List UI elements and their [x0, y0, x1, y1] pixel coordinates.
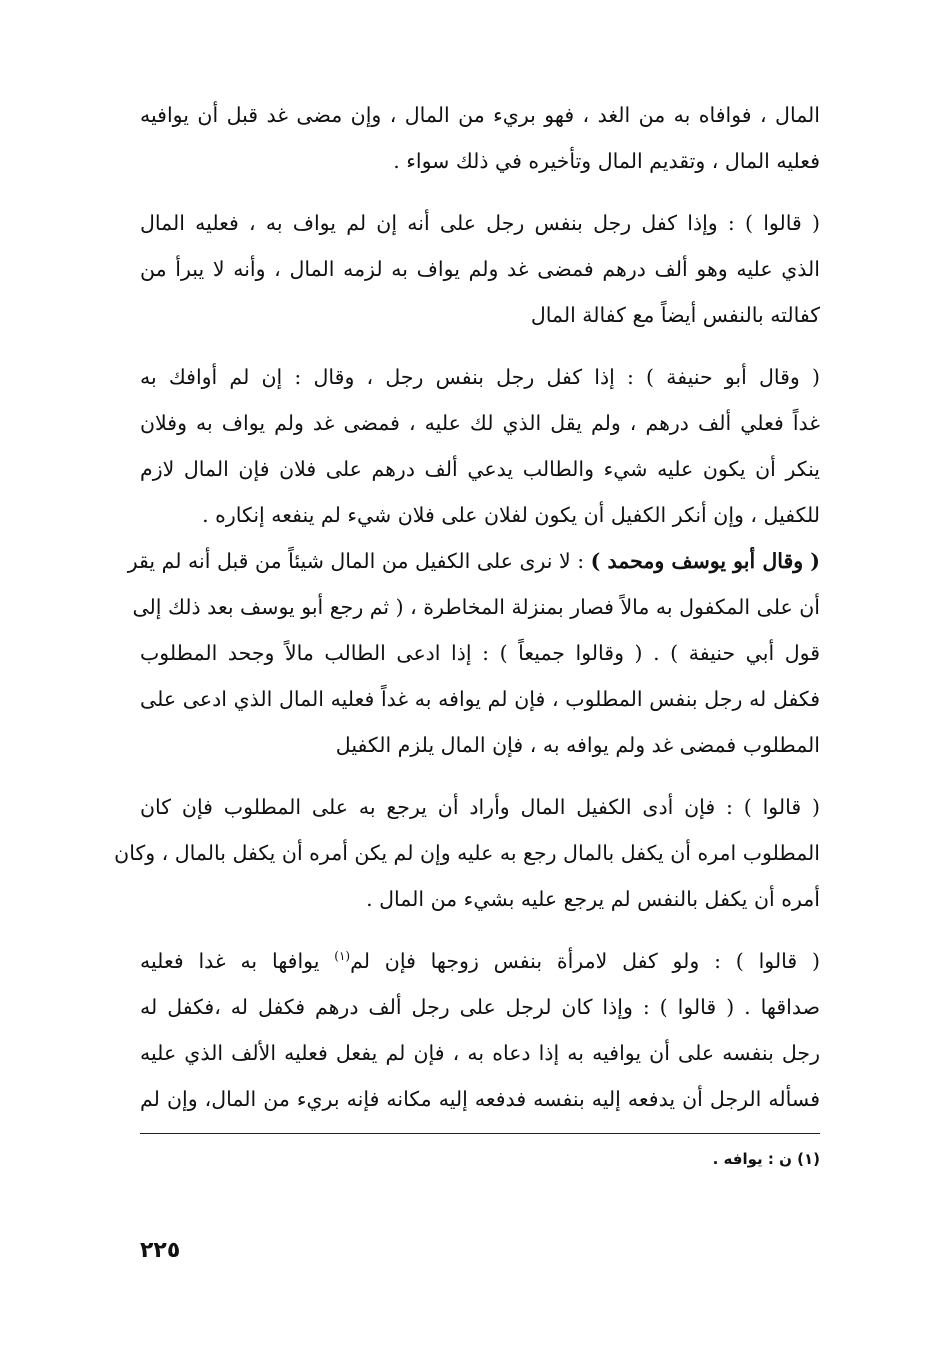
footnote-divider: [140, 1133, 820, 1134]
text-line: [140, 938, 820, 984]
page-number: ٢٢٥: [140, 1238, 181, 1263]
text-line: أمره أن يكفل بالنفس لم يرجع عليه بشيء من المال .: [366, 887, 820, 911]
text-fragment: : لا نرى على الكفيل من المال شيئاً من قبل أنه لم يقر: [127, 549, 591, 573]
text-line: غداً فعلي ألف درهم ، ولم يقل الذي لك عليه ، فمضى غد ولم يواف به وفلان: [140, 411, 820, 435]
paragraph-5: [140, 938, 820, 1122]
paragraph-4: [114, 784, 820, 922]
text-line: [127, 538, 820, 584]
paragraph-2: [140, 200, 820, 338]
text-line: قول أبي حنيفة ) . ( وقالوا جميعاً ) : إذا ادعى الطالب مالاً وجحد المطلوب: [140, 641, 820, 665]
text-line: كفالته بالنفس أيضاً مع كفالة المال: [530, 303, 820, 327]
paragraph-1: [140, 92, 820, 184]
text-line: ينكر أن يكون عليه شيء والطالب يدعي ألف درهم على فلان فإن المال لازم: [140, 457, 820, 481]
text-line: صداقها . ( قالوا ) : وإذا كان لرجل على رجل ألف درهم فكفل له ،فكفل له: [140, 995, 820, 1019]
text-line: فكفل له رجل بنفس المطلوب ، فإن لم يوافه به غداً فعليه المال الذي ادعى على: [140, 687, 820, 711]
text-line: ( قالوا ) : وإذا كفل رجل بنفس رجل على أنه إن لم يواف به ، فعليه المال: [140, 211, 820, 235]
footnote-marker: (١): [334, 949, 351, 964]
text-line: المال ، فوافاه به من الغد ، فهو بريء من المال ، وإن مضى غد قبل أن يوافيه: [140, 103, 820, 127]
paragraph-3: [127, 354, 820, 768]
text-line: للكفيل ، وإن أنكر الكفيل أن يكون لفلان على فلان شيء لم ينفعه إنكاره .: [202, 503, 820, 527]
text-line: ( قالوا ) : فإن أدى الكفيل المال وأراد أن يرجع به على المطلوب فإن كان: [140, 795, 820, 819]
text-line: أن على المكفول به مالاً فصار بمنزلة المخاطرة ، ( ثم رجع أبو يوسف بعد ذلك إلى: [132, 595, 820, 619]
text-line: ( وقال أبو حنيفة ) : إذا كفل رجل بنفس رجل ، وقال : إن لم أوافك به: [140, 365, 820, 389]
page-body: [114, 92, 820, 1122]
text-line: فسأله الرجل أن يدفعه إليه بنفسه فدفعه إليه مكانه فإنه بريء من المال، وإن لم: [140, 1087, 820, 1111]
text-line: الذي عليه وهو ألف درهم فمضى غد ولم يواف به لزمه المال ، وأنه لا يبرأ من: [140, 257, 820, 281]
text-line: فعليه المال ، وتقديم المال وتأخيره في ذلك سواء .: [393, 149, 820, 173]
text-line: رجل بنفسه على أن يوافيه به إذا دعاه به ، فإن لم يفعل فعليه الألف الذي عليه: [140, 1041, 820, 1065]
text-fragment: ( قالوا ) : ولو كفل لامرأة بنفس زوجها فإن لم: [350, 949, 820, 973]
text-line: المطلوب فمضى غد ولم يوافه به ، فإن المال يلزم الكفيل: [335, 733, 820, 757]
footnote: (١) ن : يوافه .: [712, 1150, 820, 1168]
speaker-label: ( وقال أبو يوسف ومحمد ): [590, 549, 820, 573]
text-line: المطلوب امره أن يكفل بالمال رجع به عليه وإن لم يكن أمره أن يكفل بالمال ، وكان: [114, 841, 820, 865]
text-fragment: يوافها به غدا فعليه: [140, 949, 335, 973]
